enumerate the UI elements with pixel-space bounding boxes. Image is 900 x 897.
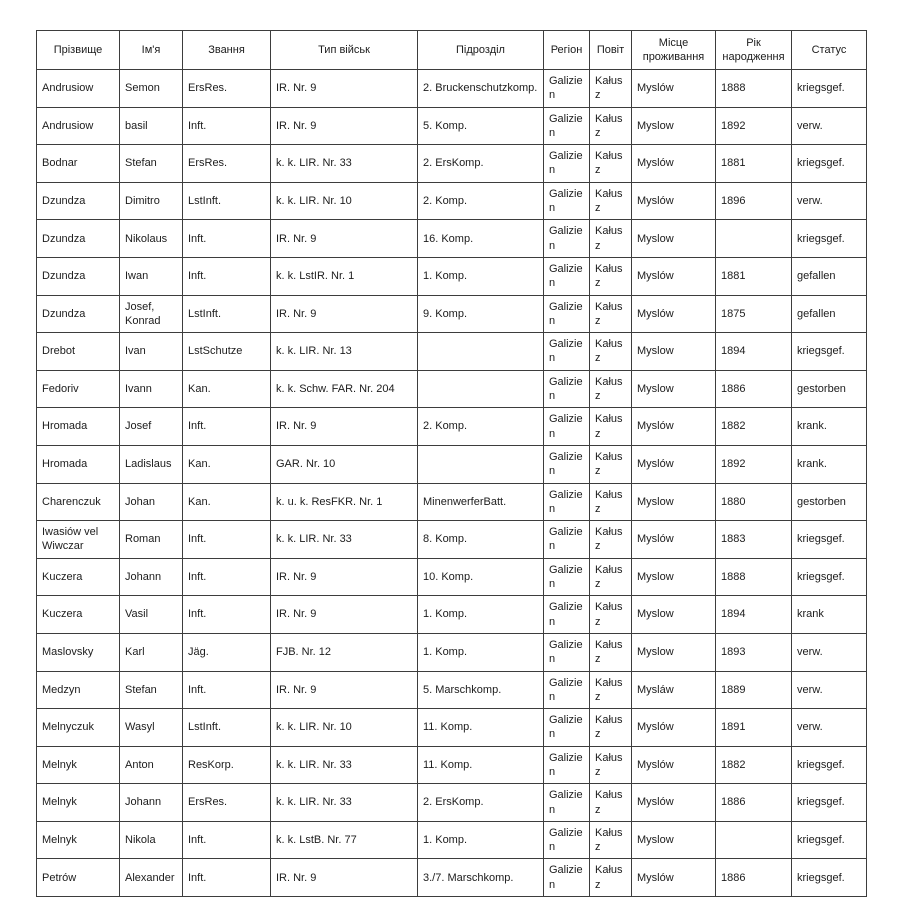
cell-troop-type: IR. Nr. 9 <box>271 859 418 897</box>
cell-birth-year <box>716 220 792 258</box>
cell-region: Galizien <box>544 445 590 483</box>
cell-unit: 2. ErsKomp. <box>418 784 544 822</box>
cell-first-name: Josef, Konrad <box>120 295 183 333</box>
cell-residence: Myslów <box>632 746 716 784</box>
cell-unit: 2. Komp. <box>418 408 544 446</box>
cell-region: Galizien <box>544 483 590 521</box>
cell-status: kriegsgef. <box>792 746 867 784</box>
cell-status: kriegsgef. <box>792 521 867 559</box>
cell-rank: LstSchutze <box>183 333 271 371</box>
cell-birth-year: 1893 <box>716 633 792 671</box>
cell-troop-type: k. k. LIR. Nr. 33 <box>271 521 418 559</box>
cell-region: Galizien <box>544 257 590 295</box>
cell-rank: ErsRes. <box>183 145 271 183</box>
cell-county: Kałusz <box>590 408 632 446</box>
cell-troop-type: k. k. Schw. FAR. Nr. 204 <box>271 370 418 408</box>
cell-unit: 11. Komp. <box>418 709 544 747</box>
cell-unit: 8. Komp. <box>418 521 544 559</box>
cell-birth-year: 1875 <box>716 295 792 333</box>
cell-status: kriegsgef. <box>792 145 867 183</box>
cell-first-name: basil <box>120 107 183 145</box>
cell-surname: Maslovsky <box>37 633 120 671</box>
cell-region: Galizien <box>544 182 590 220</box>
cell-troop-type: k. k. LIR. Nr. 10 <box>271 182 418 220</box>
cell-troop-type: k. u. k. ResFKR. Nr. 1 <box>271 483 418 521</box>
cell-birth-year: 1888 <box>716 70 792 108</box>
table-row <box>37 821 867 859</box>
cell-status: krank. <box>792 445 867 483</box>
cell-status: kriegsgef. <box>792 70 867 108</box>
cell-status: kriegsgef. <box>792 821 867 859</box>
cell-troop-type: GAR. Nr. 10 <box>271 445 418 483</box>
table-row <box>37 521 867 559</box>
cell-first-name: Nikolaus <box>120 220 183 258</box>
cell-residence: Myslow <box>632 633 716 671</box>
cell-rank: ErsRes. <box>183 784 271 822</box>
cell-residence: Mysláw <box>632 671 716 709</box>
cell-first-name: Ladislaus <box>120 445 183 483</box>
table-row <box>37 483 867 521</box>
cell-unit: 2. ErsKomp. <box>418 145 544 183</box>
cell-unit: 10. Komp. <box>418 558 544 596</box>
cell-county: Kałusz <box>590 596 632 634</box>
column-header-unit: Підрозділ <box>418 31 544 70</box>
table-row <box>37 370 867 408</box>
cell-county: Kałusz <box>590 370 632 408</box>
column-header-rank: Звання <box>183 31 271 70</box>
cell-residence: Myslów <box>632 521 716 559</box>
cell-troop-type: IR. Nr. 9 <box>271 70 418 108</box>
cell-first-name: Stefan <box>120 671 183 709</box>
table-row <box>37 558 867 596</box>
cell-surname: Fedoriv <box>37 370 120 408</box>
cell-residence: Myslów <box>632 145 716 183</box>
cell-residence: Myslow <box>632 333 716 371</box>
cell-first-name: Dimitro <box>120 182 183 220</box>
cell-residence: Myslow <box>632 821 716 859</box>
cell-status: krank <box>792 596 867 634</box>
cell-troop-type: IR. Nr. 9 <box>271 671 418 709</box>
cell-county: Kałusz <box>590 859 632 897</box>
column-header-birth-year: Рік народження <box>716 31 792 70</box>
cell-region: Galizien <box>544 220 590 258</box>
cell-region: Galizien <box>544 333 590 371</box>
cell-region: Galizien <box>544 70 590 108</box>
cell-county: Kałusz <box>590 558 632 596</box>
cell-surname: Kuczera <box>37 558 120 596</box>
cell-surname: Melnyk <box>37 784 120 822</box>
cell-birth-year: 1881 <box>716 145 792 183</box>
cell-unit: 1. Komp. <box>418 596 544 634</box>
cell-surname: Dzundza <box>37 182 120 220</box>
cell-unit: 2. Komp. <box>418 182 544 220</box>
table-row <box>37 257 867 295</box>
cell-birth-year: 1889 <box>716 671 792 709</box>
cell-status: kriegsgef. <box>792 558 867 596</box>
cell-first-name: Josef <box>120 408 183 446</box>
cell-region: Galizien <box>544 746 590 784</box>
cell-rank: Jäg. <box>183 633 271 671</box>
cell-troop-type: k. k. LstIR. Nr. 1 <box>271 257 418 295</box>
table-row <box>37 145 867 183</box>
table-row <box>37 295 867 333</box>
cell-birth-year: 1880 <box>716 483 792 521</box>
cell-region: Galizien <box>544 370 590 408</box>
cell-birth-year: 1883 <box>716 521 792 559</box>
cell-region: Galizien <box>544 107 590 145</box>
cell-first-name: Johann <box>120 784 183 822</box>
cell-surname: Dzundza <box>37 295 120 333</box>
column-header-first-name: Ім'я <box>120 31 183 70</box>
cell-first-name: Ivann <box>120 370 183 408</box>
cell-first-name: Roman <box>120 521 183 559</box>
cell-county: Kałusz <box>590 521 632 559</box>
cell-surname: Dzundza <box>37 257 120 295</box>
cell-surname: Charenczuk <box>37 483 120 521</box>
table-row <box>37 784 867 822</box>
cell-rank: LstInft. <box>183 295 271 333</box>
cell-surname: Melnyk <box>37 746 120 784</box>
cell-rank: Inft. <box>183 671 271 709</box>
cell-birth-year: 1888 <box>716 558 792 596</box>
cell-county: Kałusz <box>590 257 632 295</box>
cell-surname: Medzyn <box>37 671 120 709</box>
cell-residence: Myslów <box>632 70 716 108</box>
cell-region: Galizien <box>544 709 590 747</box>
cell-unit: 2. Bruckenschutzkomp. <box>418 70 544 108</box>
cell-region: Galizien <box>544 859 590 897</box>
cell-troop-type: k. k. LIR. Nr. 33 <box>271 746 418 784</box>
cell-rank: Inft. <box>183 220 271 258</box>
cell-status: kriegsgef. <box>792 784 867 822</box>
cell-rank: ResKorp. <box>183 746 271 784</box>
table-row <box>37 445 867 483</box>
cell-first-name: Karl <box>120 633 183 671</box>
cell-county: Kałusz <box>590 746 632 784</box>
table-row <box>37 107 867 145</box>
military-roster-table <box>36 30 867 897</box>
cell-county: Kałusz <box>590 671 632 709</box>
cell-county: Kałusz <box>590 145 632 183</box>
cell-surname: Hromada <box>37 445 120 483</box>
table-row <box>37 70 867 108</box>
cell-unit: 5. Marschkomp. <box>418 671 544 709</box>
table-row <box>37 671 867 709</box>
cell-surname: Melnyk <box>37 821 120 859</box>
cell-troop-type: IR. Nr. 9 <box>271 558 418 596</box>
cell-region: Galizien <box>544 521 590 559</box>
cell-county: Kałusz <box>590 821 632 859</box>
cell-region: Galizien <box>544 821 590 859</box>
cell-rank: Inft. <box>183 821 271 859</box>
cell-rank: Inft. <box>183 859 271 897</box>
cell-surname: Kuczera <box>37 596 120 634</box>
cell-unit: 1. Komp. <box>418 257 544 295</box>
table-row <box>37 859 867 897</box>
cell-surname: Dzundza <box>37 220 120 258</box>
cell-birth-year: 1882 <box>716 746 792 784</box>
cell-first-name: Nikola <box>120 821 183 859</box>
column-header-surname: Прізвище <box>37 31 120 70</box>
cell-surname: Drebot <box>37 333 120 371</box>
cell-troop-type: FJB. Nr. 12 <box>271 633 418 671</box>
cell-troop-type: k. k. LIR. Nr. 10 <box>271 709 418 747</box>
cell-unit: 1. Komp. <box>418 821 544 859</box>
cell-residence: Myslow <box>632 107 716 145</box>
cell-status: krank. <box>792 408 867 446</box>
cell-region: Galizien <box>544 145 590 183</box>
cell-residence: Myslów <box>632 257 716 295</box>
cell-first-name: Ivan <box>120 333 183 371</box>
cell-status: verw. <box>792 671 867 709</box>
cell-county: Kałusz <box>590 709 632 747</box>
cell-unit: MinenwerferBatt. <box>418 483 544 521</box>
cell-residence: Myslow <box>632 558 716 596</box>
column-header-county: Повіт <box>590 31 632 70</box>
table-row <box>37 408 867 446</box>
cell-status: kriegsgef. <box>792 859 867 897</box>
cell-region: Galizien <box>544 295 590 333</box>
cell-birth-year: 1894 <box>716 333 792 371</box>
cell-unit: 11. Komp. <box>418 746 544 784</box>
cell-county: Kałusz <box>590 633 632 671</box>
cell-residence: Myslow <box>632 370 716 408</box>
cell-surname: Melnyczuk <box>37 709 120 747</box>
cell-county: Kałusz <box>590 483 632 521</box>
cell-birth-year: 1886 <box>716 784 792 822</box>
cell-rank: Inft. <box>183 596 271 634</box>
cell-unit <box>418 333 544 371</box>
cell-surname: Andrusiow <box>37 107 120 145</box>
cell-rank: Inft. <box>183 107 271 145</box>
cell-rank: Inft. <box>183 408 271 446</box>
cell-rank: ErsRes. <box>183 70 271 108</box>
cell-surname: Petrów <box>37 859 120 897</box>
table-row <box>37 220 867 258</box>
cell-rank: Inft. <box>183 257 271 295</box>
cell-troop-type: k. k. LIR. Nr. 33 <box>271 784 418 822</box>
cell-unit: 1. Komp. <box>418 633 544 671</box>
cell-residence: Myslow <box>632 483 716 521</box>
cell-unit: 16. Komp. <box>418 220 544 258</box>
cell-birth-year <box>716 821 792 859</box>
table-row <box>37 596 867 634</box>
cell-rank: Kan. <box>183 445 271 483</box>
cell-county: Kałusz <box>590 333 632 371</box>
cell-residence: Myslow <box>632 220 716 258</box>
cell-status: kriegsgef. <box>792 333 867 371</box>
cell-region: Galizien <box>544 784 590 822</box>
cell-birth-year: 1892 <box>716 445 792 483</box>
table-row <box>37 333 867 371</box>
cell-county: Kałusz <box>590 107 632 145</box>
cell-first-name: Johan <box>120 483 183 521</box>
cell-residence: Myslów <box>632 784 716 822</box>
cell-birth-year: 1892 <box>716 107 792 145</box>
cell-residence: Myslów <box>632 182 716 220</box>
cell-status: gefallen <box>792 257 867 295</box>
cell-region: Galizien <box>544 408 590 446</box>
cell-status: verw. <box>792 182 867 220</box>
column-header-residence: Місце проживання <box>632 31 716 70</box>
cell-residence: Myslów <box>632 408 716 446</box>
table-row <box>37 182 867 220</box>
cell-first-name: Wasyl <box>120 709 183 747</box>
cell-surname: Hromada <box>37 408 120 446</box>
cell-residence: Myslów <box>632 709 716 747</box>
cell-unit <box>418 370 544 408</box>
cell-rank: Inft. <box>183 521 271 559</box>
cell-rank: Kan. <box>183 370 271 408</box>
cell-county: Kałusz <box>590 445 632 483</box>
cell-rank: LstInft. <box>183 182 271 220</box>
cell-birth-year: 1882 <box>716 408 792 446</box>
cell-status: gestorben <box>792 483 867 521</box>
cell-first-name: Vasil <box>120 596 183 634</box>
cell-birth-year: 1881 <box>716 257 792 295</box>
cell-region: Galizien <box>544 596 590 634</box>
cell-county: Kałusz <box>590 295 632 333</box>
cell-troop-type: IR. Nr. 9 <box>271 295 418 333</box>
cell-county: Kałusz <box>590 220 632 258</box>
cell-rank: Inft. <box>183 558 271 596</box>
cell-troop-type: IR. Nr. 9 <box>271 408 418 446</box>
cell-status: kriegsgef. <box>792 220 867 258</box>
table-row <box>37 709 867 747</box>
cell-troop-type: IR. Nr. 9 <box>271 220 418 258</box>
cell-first-name: Anton <box>120 746 183 784</box>
column-header-troop-type: Тип військ <box>271 31 418 70</box>
cell-county: Kałusz <box>590 784 632 822</box>
cell-region: Galizien <box>544 633 590 671</box>
cell-status: verw. <box>792 709 867 747</box>
cell-status: verw. <box>792 107 867 145</box>
cell-troop-type: IR. Nr. 9 <box>271 596 418 634</box>
cell-surname: Iwasiów vel Wiwczar <box>37 521 120 559</box>
table-row <box>37 746 867 784</box>
cell-first-name: Alexander <box>120 859 183 897</box>
cell-troop-type: IR. Nr. 9 <box>271 107 418 145</box>
table-row <box>37 633 867 671</box>
cell-birth-year: 1894 <box>716 596 792 634</box>
cell-first-name: Johann <box>120 558 183 596</box>
cell-unit: 3./7. Marschkomp. <box>418 859 544 897</box>
cell-status: gefallen <box>792 295 867 333</box>
cell-residence: Myslów <box>632 859 716 897</box>
cell-region: Galizien <box>544 671 590 709</box>
cell-unit <box>418 445 544 483</box>
header-row <box>37 31 867 70</box>
cell-first-name: Semon <box>120 70 183 108</box>
cell-birth-year: 1896 <box>716 182 792 220</box>
cell-region: Galizien <box>544 558 590 596</box>
cell-rank: Kan. <box>183 483 271 521</box>
cell-unit: 9. Komp. <box>418 295 544 333</box>
cell-county: Kałusz <box>590 70 632 108</box>
cell-residence: Myslów <box>632 445 716 483</box>
cell-status: verw. <box>792 633 867 671</box>
column-header-region: Регіон <box>544 31 590 70</box>
cell-troop-type: k. k. LIR. Nr. 13 <box>271 333 418 371</box>
cell-troop-type: k. k. LIR. Nr. 33 <box>271 145 418 183</box>
cell-county: Kałusz <box>590 182 632 220</box>
cell-troop-type: k. k. LstB. Nr. 77 <box>271 821 418 859</box>
cell-residence: Myslów <box>632 295 716 333</box>
table-body <box>37 70 867 897</box>
cell-surname: Andrusiow <box>37 70 120 108</box>
cell-residence: Myslow <box>632 596 716 634</box>
cell-unit: 5. Komp. <box>418 107 544 145</box>
cell-status: gestorben <box>792 370 867 408</box>
cell-birth-year: 1886 <box>716 859 792 897</box>
column-header-status: Статус <box>792 31 867 70</box>
cell-first-name: Stefan <box>120 145 183 183</box>
cell-birth-year: 1886 <box>716 370 792 408</box>
cell-first-name: Iwan <box>120 257 183 295</box>
cell-rank: LstInft. <box>183 709 271 747</box>
cell-birth-year: 1891 <box>716 709 792 747</box>
cell-surname: Bodnar <box>37 145 120 183</box>
